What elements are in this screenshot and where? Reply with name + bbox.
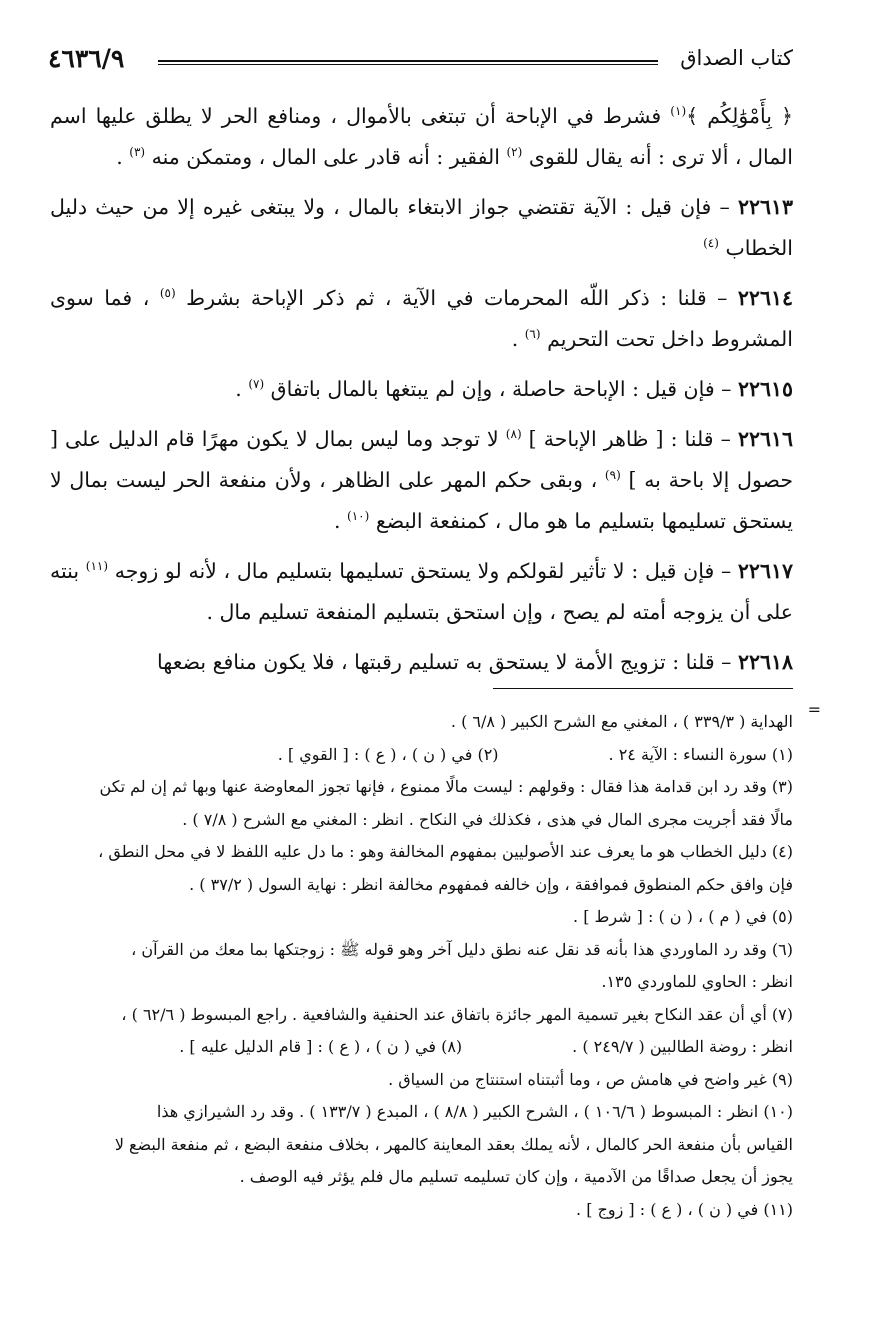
paragraph-22613: ٢٢٦١٣ – فإن قيل : الآية تقتضي جواز الابتغاء بالمال ، ولا يبتغى غيره إلا من حيث دليل الخطاب $^{(٤)}$ — [50, 195, 793, 260]
footnote-continued: الهداية ( ٣٣٩/٣ ) ، المغني مع الشرح الكبير ( ٦/٨ ) . — [450, 712, 793, 731]
continuation-marker: = — [807, 700, 821, 719]
paragraph-22616: ٢٢٦١٦ – قلنا : [ ظاهر الإباحة ] $^{(٨)}$ لا توجد وما ليس بمال لا يكون مهرًا قام الدليل على [ حصول إلا باحة به ] $^{(٩)}$ ، وبقى حكم المهر على الظاهر ، ولأن منفعة الحر ليست بمال لا يستحق تسليمها بتسليم ما هو مال ، كمنفعة البضع $^{(١٠)}$ . — [50, 427, 793, 533]
page-header — [48, 44, 793, 84]
footnote-11: (١١) في ( ن ) ، ( ع ) : [ زوج ] . — [576, 1199, 793, 1219]
footnote-6: (٦) وقد رد الماوردي هذا بأنه قد نقل عنه نطق دليل آخر وهو قوله ﷺ : زوجتكها بما معك من القرآن ، — [131, 939, 793, 959]
footnote-5: (٥) في ( م ) ، ( ن ) : [ شرط ] . — [573, 907, 793, 926]
issue-number: ٢٢٦١٦ — [737, 427, 793, 451]
issue-number: ٢٢٦١٤ — [737, 286, 793, 310]
footnote-9: (٩) غير واضح في هامش ص ، وما أثبتناه استنتاج من السياق . — [388, 1069, 793, 1089]
footnote-ref: (٥) — [159, 286, 176, 301]
footnote-6-cont: انظر : الحاوي للماوردي ١٣٥. — [601, 972, 793, 991]
footnote-10-cont: القياس بأن منفعة الحر كالمال ، لأنه يملك بعقد المعاينة كالمهر ، بخلاف منفعة البضع ، ثم منفعة البضع لا — [114, 1134, 793, 1154]
footnote-ref: (١) — [670, 104, 687, 119]
footnote-1: (١) سورة النساء : الآية ٢٤ . — [608, 744, 793, 764]
paragraph-22614: ٢٢٦١٤ – قلنا : ذكر اللّه المحرمات في الآية ، ثم ذكر الإباحة بشرط $^{(٥)}$ ، فما سوى المشروط داخل تحت التحريم $^{(٦)}$ . — [50, 286, 793, 351]
footnote-4: (٤) دليل الخطاب هو ما يعرف عند الأصوليين بمفهوم المخالفة وهو : ما دل عليه اللفظ لا في محل النطق ، — [98, 842, 793, 861]
footnote-7-cont: انظر : روضة الطالبين ( ٢٤٩/٧ ) . — [572, 1037, 793, 1056]
footnote-ref: (٨) — [505, 427, 522, 442]
footnote-line — [50, 1031, 793, 1064]
footnote-line — [50, 739, 793, 772]
footnote-10-cont: يجوز أن يجعل صداقًا من الآدمية ، وإن كان تسليمه تسليم مال فلم يؤثر فيه الوصف . — [239, 1167, 793, 1186]
footnote-10: (١٠) انظر : المبسوط ( ١٠٦/٦ ) ، الشرح الكبير ( ٨/٨ ) ، المبدع ( ١٣٣/٧ ) . وقد رد الشيرازي هذا — [156, 1102, 793, 1121]
footnotes — [50, 706, 793, 1226]
footnote-ref: (٣) — [129, 145, 146, 160]
footnote-ref: (١١) — [85, 559, 109, 574]
footnote-ref: (٧) — [248, 377, 265, 392]
header-rule — [158, 60, 658, 65]
paragraph-intro: ﴿ بِأَمْوَٰلِكُم ﴾$^{(١)}$ فشرط في الإباحة أن تبتغى بالأموال ، ومنافع الحر لا يطلق عليها اسم المال ، ألا ترى : أنه يقال للقوى $^{(٢)}$ الفقير : أنه قادر على المال ، ومتمكن منه $^{(٣)}$ . — [50, 104, 794, 169]
footnote-2: (٢) في ( ن ) ، ( ع ) : [ القوي ] . — [277, 744, 499, 764]
issue-number: ٢٢٦١٣ — [737, 195, 793, 219]
issue-number: ٢٢٦١٥ — [737, 377, 793, 401]
paragraph-22617: ٢٢٦١٧ – فإن قيل : لا تأثير لقولكم ولا يستحق تسليمها بتسليم مال ، لأنه لو زوجه $^{(١١)}$ بنته على أن يزوجه أمته لم يصح ، وإن استحق بتسليم المنفعة تسليم مال . — [50, 559, 793, 624]
main-text — [50, 96, 793, 683]
issue-number: ٢٢٦١٧ — [737, 559, 793, 583]
footnote-4-cont: فإن وافق حكم المنطوق فموافقة ، وإن خالفه فمفهوم مخالفة انظر : نهاية السول ( ٣٧/٢ ) . — [189, 874, 793, 894]
quran-quote: ﴿ بِأَمْوَٰلِكُم ﴾ — [686, 104, 794, 128]
footnote-ref: (٩) — [604, 468, 621, 483]
footnote-8: (٨) في ( ن ) ، ( ع ) : [ قام الدليل عليه ] . — [179, 1037, 463, 1056]
footnote-ref: (١٠) — [347, 509, 370, 524]
page-number: ٤٦٣٦/٩ — [48, 44, 125, 73]
footnote-divider — [493, 688, 793, 689]
footnote-ref: (٦) — [524, 327, 541, 342]
footnote-ref: (٢) — [506, 145, 523, 160]
footnote-ref: (٤) — [703, 236, 719, 251]
footnote-3: (٣) وقد رد ابن قدامة هذا فقال : وقولهم : ليست مالًا ممنوع ، فإنها تجوز المعاوضة عنها وبها ثم إن لم تكن — [99, 777, 793, 796]
footnote-7: (٧) أي أن عقد النكاح بغير تسمية المهر جائزة باتفاق عند الحنفية والشافعية . راجع المبسوط ( ٦٢/٦ ) ، — [121, 1004, 793, 1024]
book-title: كتاب الصداق — [680, 46, 793, 70]
footnote-3-cont: مالًا فقد أجريت مجرى المال في هذى ، فكذلك في النكاح . انظر : المغني مع الشرح ( ٧/٨ ) . — [182, 809, 793, 829]
issue-number: ٢٢٦١٨ — [737, 650, 793, 674]
paragraph-22618: ٢٢٦١٨ – قلنا : تزويج الأمة لا يستحق به تسليم رقبتها ، فلا يكون منافع بضعها — [157, 650, 793, 674]
paragraph-22615: ٢٢٦١٥ – فإن قيل : الإباحة حاصلة ، وإن لم يبتغها بالمال باتفاق $^{(٧)}$ . — [235, 377, 793, 401]
